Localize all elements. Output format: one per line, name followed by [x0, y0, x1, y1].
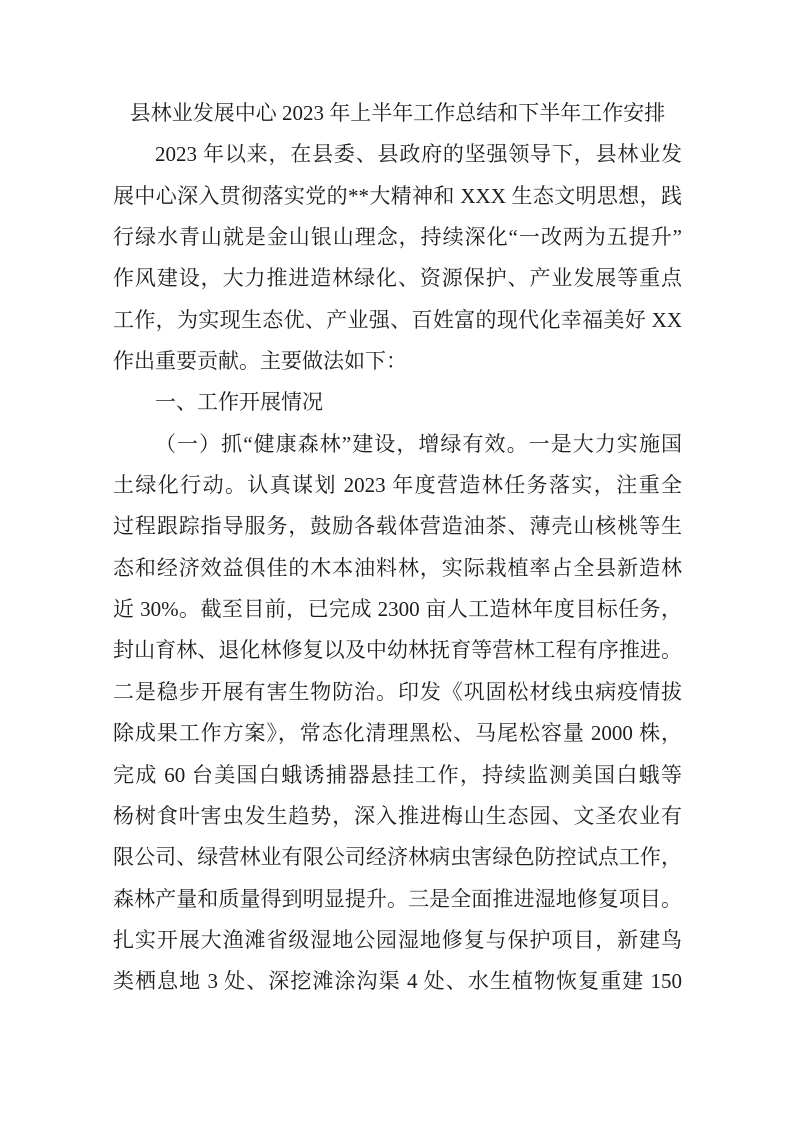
- text-line: 森林产量和质量得到明显提升。三是全面推进湿地修复项目。: [113, 886, 682, 911]
- section-heading-1: [113, 382, 682, 423]
- text-line: 除成果工作方案》，常态化清理黑松、马尾松容量 2000 株，: [113, 721, 682, 746]
- document-title: 县林业发展中心 2023 年上半年工作总结和下半年工作安排: [129, 101, 666, 125]
- text-line: 封山育林、退化林修复以及中幼林抚育等营林工程有序推进。: [113, 638, 682, 663]
- document-body: [113, 93, 682, 1003]
- paragraph-intro: [113, 134, 682, 382]
- text-line: 完成 60 台美国白蛾诱捕器悬挂工作，持续监测美国白蛾等: [113, 762, 682, 787]
- text-line: 行绿水青山就是金山银山理念，持续深化“一改两为五提升”: [113, 225, 682, 250]
- paragraph-section-1-1: [113, 424, 682, 1003]
- text-line: 作出重要贡献。主要做法如下：: [113, 349, 407, 374]
- text-line: 态和经济效益俱佳的木本油料林，实际栽植率占全县新造林: [113, 555, 682, 580]
- text-line: 过程跟踪指导服务，鼓励各载体营造油茶、薄壳山核桃等生: [113, 514, 682, 539]
- text-line: 展中心深入贯彻落实党的**大精神和 XXX 生态文明思想，践: [113, 183, 682, 208]
- text-line: 扎实开展大渔滩省级湿地公园湿地修复与保护项目，新建鸟: [113, 927, 682, 952]
- text-line: （一）抓“健康森林”建设，增绿有效。一是大力实施国: [155, 431, 682, 456]
- text-line: 类栖息地 3 处、深挖滩涂沟渠 4 处、水生植物恢复重建 150: [113, 969, 682, 994]
- text-line: 二是稳步开展有害生物防治。印发《巩固松材线虫病疫情拔: [113, 679, 682, 704]
- text-line: 2023 年以来，在县委、县政府的坚强领导下，县林业发: [155, 142, 682, 167]
- text-line: 近 30%。截至目前，已完成 2300 亩人工造林年度目标任务，: [113, 597, 682, 622]
- text-line: 工作，为实现生态优、产业强、百姓富的现代化幸福美好 XX: [113, 307, 682, 332]
- text-line: 作风建设，大力推进造林绿化、资源保护、产业发展等重点: [113, 266, 682, 291]
- text-line: 杨树食叶害虫发生趋势，深入推进梅山生态园、文圣农业有: [113, 803, 682, 828]
- heading-line: 一、工作开展情况: [155, 390, 323, 415]
- text-line: 土绿化行动。认真谋划 2023 年度营造林任务落实，注重全: [113, 473, 682, 498]
- text-line: 限公司、绿营林业有限公司经济林病虫害绿色防控试点工作，: [113, 845, 682, 870]
